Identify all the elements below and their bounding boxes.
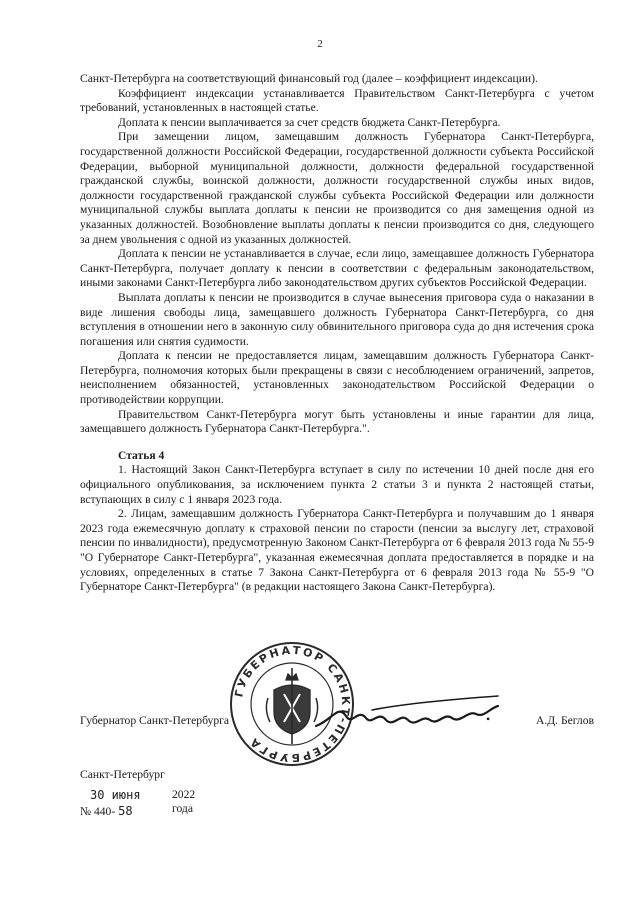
signature-mark: • bbox=[486, 712, 491, 726]
date-year: 2022 года bbox=[172, 788, 196, 815]
signatory-title: Губернатор Санкт-Петербурга bbox=[80, 714, 230, 727]
document-footer bbox=[80, 768, 196, 820]
seal-text: ГУБЕРНАТОР САНКТ-ПЕТЕРБУРГА bbox=[232, 643, 353, 765]
paragraph: Санкт-Петербурга на соответствующий финансовый год (далее – коэффициент индексации). bbox=[80, 72, 538, 85]
paragraph: Коэффициент индексации устанавливается Правительством Санкт-Петербурга с учетом требований, установленных в настоящей статье. bbox=[80, 86, 594, 115]
paragraph: Доплата к пенсии не устанавливается в случае, если лицо, замещавшее должность Губернатора Санкт-Петербурга, получает доплату к пенсии в соответствии с федеральным законодательством, иными законами Санкт-Петербурга либо законодательством других субъектов Российской Федерации. bbox=[80, 247, 594, 290]
page-number: 2 bbox=[317, 38, 323, 50]
paragraph: Выплата доплаты к пенсии не производится в случае вынесения приговора суда о наказании в виде лишения свободы лица, замещавшего должность Губернатора Санкт-Петербурга, со дня вступления в отношении него в законную силу обвинительного приговора суда до дня истечения срока погашения или снятия судимости. bbox=[80, 290, 594, 348]
signatory-name: А.Д. Беглов bbox=[535, 714, 594, 727]
paragraph: Правительством Санкт-Петербурга могут быть установлены и иные гарантии для лица, замещавшего должность Губернатора Санкт-Петербурга.". bbox=[80, 407, 594, 436]
paragraph: Доплата к пенсии выплачивается за счет средств бюджета Санкт-Петербурга. bbox=[118, 115, 501, 129]
city-name: Санкт-Петербург bbox=[80, 768, 165, 781]
document-body bbox=[80, 72, 594, 595]
handwritten-signature bbox=[312, 690, 502, 740]
number-line bbox=[80, 804, 165, 820]
coat-of-arms-icon bbox=[266, 668, 317, 744]
paragraph: Доплата к пенсии не предоставляется лицам, замещавшим должность Губернатора Санкт-Петербурга, полномочия которых были прекращены в связи с несоблюдением ограничений, запретов, неисполнением обязанностей, установленных законодательством Российской Федерации о противодействии коррупции. bbox=[80, 349, 594, 407]
article-paragraph: 2. Лицам, замещавшим должность Губернатора Санкт-Петербурга и получавшим до 1 января 2023 года ежемесячную доплату к страховой пенсии по старости (пенсии за выслугу лет, страховой пенсии по инвалидности), предусмотренную Законом Санкт-Петербурга от 6 февраля 2013 года № 55-9 "О Губернаторе Санкт-Петербурга", указанная ежемесячная доплата предоставляется в порядке и на условиях, определенных в статье 7 Закона Санкт-Петербурга от 6 февраля 2013 года № 55-9 "О Губернаторе Санкт-Петербурга" (в редакции настоящего Закона Санкт-Петербурга). bbox=[80, 507, 594, 594]
document-number-printed: № 440- bbox=[80, 805, 116, 818]
document-number-handwritten: 58 bbox=[118, 804, 133, 818]
paragraph: При замещении лицом, замещавшим должность Губернатора Санкт-Петербурга, государственной должности Российской Федерации, государственной должности субъекта Российской Федерации, выборной муниципальной должности, должности федеральной государственной гражданской службы, воинской должности, должности государственной службы иных видов, должности государственной гражданской службы субъекта Российской Федерации или должности муниципальной службы выплата доплаты к пенсии не производится со дня замещения одной из указанных должностей. Возобновление выплаты доплаты к пенсии производится со дня, следующего за днем увольнения с одной из указанных должностей. bbox=[80, 130, 594, 246]
article-paragraph: 1. Настоящий Закон Санкт-Петербурга вступает в силу по истечении 10 дней после дня его официального опубликования, за исключением пункта 2 статьи 3 и пункта 2 настоящей статьи, вступающих в силу с 1 января 2023 года. bbox=[80, 463, 594, 506]
article-title: Статья 4 bbox=[118, 448, 165, 462]
date-handwritten: 30 июня bbox=[90, 788, 141, 802]
